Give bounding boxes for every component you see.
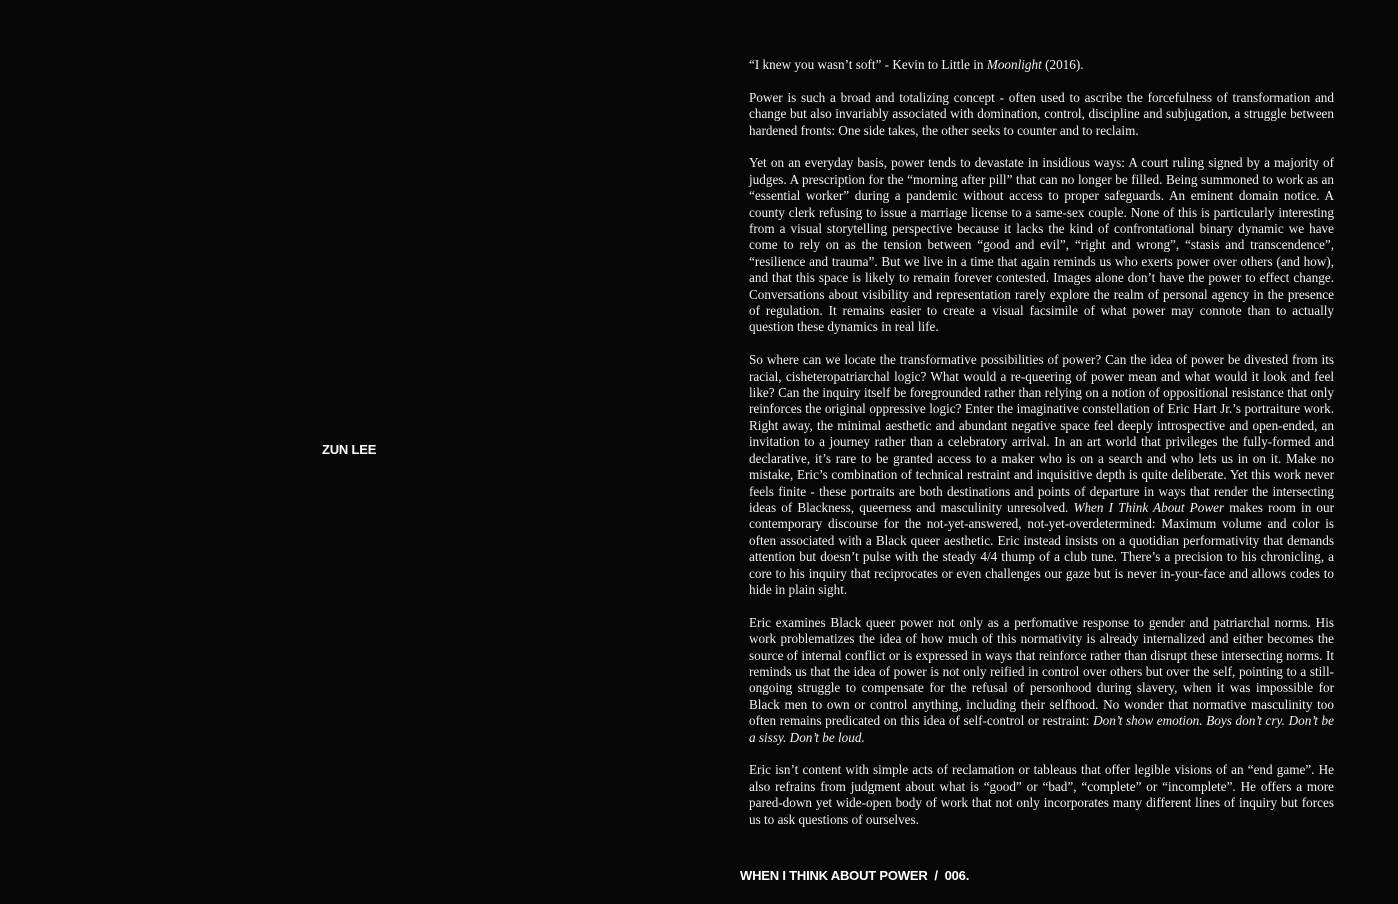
- paragraph-3-text-b: makes room in our contemporary discourse for the not-yet-answered, not-yet-overdetermined: Maximum volume and color is often associated with a Black queer aesthetic. Eric instead insists on a quotidian performativity that demands attention but doesn’t pulse with the steady 4/4 thump of a club tune. There’s a precision to his chronicling, a core to his inquiry that reciprocates or even challenges our gaze but is never in-your-face and allows codes to hide in plain sight.: [749, 499, 1334, 597]
- essay-paragraph-5: Eric isn’t content with simple acts of reclamation or tableaus that offer legible visions of an “end game”. He also refrains from judgment about what is “good” or “bad”, “complete” or “incomplete”. He offers a more pared-down yet wide-open body of work that not only incorporates many different lines of inquiry but forces us to ask questions of ourselves.: [749, 762, 1334, 827]
- epigraph-year: (2016).: [1041, 57, 1084, 72]
- author-name: ZUN LEE: [322, 442, 377, 457]
- paragraph-3-text-a: So where can we locate the transformative possibilities of power? Can the idea of power be divested from its racial, cisheteropatriarchal logic? What would a re-queering of power mean and what would it look and feel like? Can the inquiry itself be foregrounded rather than relying on a notion of oppositional resistance that only reinforces the original oppressive logic? Enter the imaginative constellation of Eric Hart Jr.’s portraiture work. Right away, the minimal aesthetic and abundant negative space feel deeply introspective and open-ended, an invitation to a journey rather than a celebratory arrival. In an art world that privileges the fully-formed and declarative, it’s rare to be granted access to a maker who is on a search and who lets us in on it. Make no mistake, Eric’s combination of technical restraint and inquisitive depth is quite deliberate. Yet this work never feels finite - these portraits are both destinations and points of departure in ways that render the intersecting ideas of Blackness, queerness and masculinity unresolved.: [749, 352, 1334, 515]
- paragraph-4-italic-phrase: Don’t show emotion. Boys don’t cry. Don’t be a sissy. Don’t be loud.: [749, 713, 1334, 745]
- essay-paragraph-3: [749, 352, 1334, 598]
- page-footer: WHEN I THINK ABOUT POWER / 006.: [740, 868, 970, 883]
- epigraph-film-title: Moonlight: [986, 57, 1042, 72]
- essay-body: [749, 57, 1334, 844]
- essay-paragraph-1: Power is such a broad and totalizing concept - often used to ascribe the forcefulness of transformation and change but also invariably associated with domination, control, discipline and subjugation, a struggle between hardened fronts: One side takes, the other seeks to counter and to reclaim.: [749, 89, 1334, 138]
- series-title: When I Think About Power: [1073, 499, 1225, 515]
- essay-paragraph-4: [749, 615, 1334, 746]
- epigraph: [749, 57, 1334, 73]
- epigraph-quote: “I knew you wasn’t soft” - Kevin to Little in: [749, 57, 987, 72]
- paragraph-4-text: Eric examines Black queer power not only as a perfomative response to gender and patriarchal norms. His work problematizes the idea of how much of this normativity is already internalized and either becomes the source of internal conflict or is expressed in ways that reinforce rather than disrupt these intersecting norms. It reminds us that the idea of power is not only reified in control over others but over the self, pointing to a still-ongoing struggle to compensate for the refusal of personhood during slavery, when it was impossible for Black men to own or control anything, including their selfhood. No wonder that normative masculinity too often remains predicated on this idea of self-control or restraint:: [749, 614, 1334, 729]
- essay-paragraph-2: Yet on an everyday basis, power tends to devastate in insidious ways: A court ruling signed by a majority of judges. A prescription for the “morning after pill” that can no longer be filled. Being summoned to work as an “essential worker” during a pandemic without access to proper safeguards. An eminent domain notice. A county clerk refusing to issue a marriage license to a same-sex couple. None of this is particularly interesting from a visual storytelling perspective because it lacks the kind of confrontational binary dynamic we have come to rely on as the tension between “good and evil”, “right and wrong”, “stasis and transcendence”, “resilience and trauma”. But we live in a time that again reminds us who exerts power over others (and how), and that this space is likely to remain forever contested. Images alone don’t have the power to effect change. Conversations about visibility and representation rarely explore the realm of personal agency in the presence of regulation. It remains easier to create a visual facsimile of what power may connote than to actually question these dynamics in real life.: [749, 155, 1334, 335]
